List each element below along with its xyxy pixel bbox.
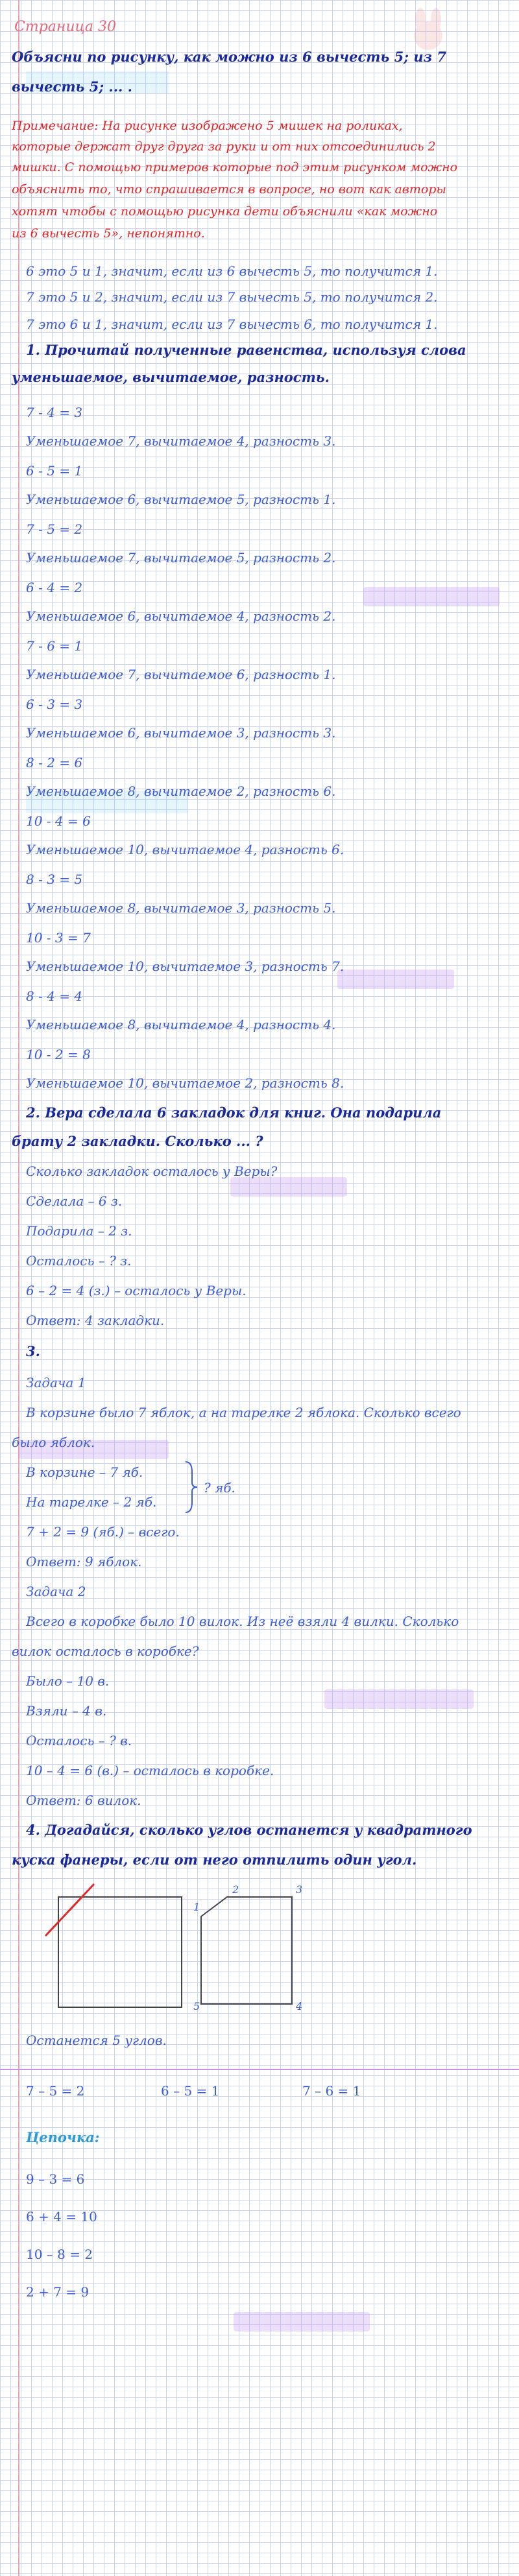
- task-heading: 1. Прочитай полученные равенства, используя слова: [26, 342, 466, 358]
- answer-line: Ответ: 4 закладки.: [26, 1313, 165, 1328]
- equation-reading: Уменьшаемое 10, вычитаемое 4, разность 6.: [26, 842, 344, 857]
- section-divider: [0, 2069, 519, 2070]
- question-line: Объясни по рисунку, как можно из 6 вычесть 5; из 7: [12, 49, 446, 65]
- answer-line: Ответ: 9 яблок.: [26, 1554, 142, 1569]
- equation: 6 - 3 = 3: [26, 697, 83, 712]
- equation-reading: Уменьшаемое 6, вычитаемое 4, разность 2.: [26, 608, 336, 624]
- watermark-bar: [363, 587, 500, 606]
- note-line: из 6 вычесть 5», непонятно.: [12, 226, 205, 241]
- task-heading: куска фанеры, если от него отпилить один угол.: [12, 1852, 417, 1868]
- solution-line: 7 + 2 = 9 (яб.) – всего.: [26, 1524, 180, 1540]
- total-label: ? яб.: [204, 1480, 235, 1496]
- page-title: Страница 30: [14, 19, 117, 35]
- task-heading: 2. Вера сделала 6 закладок для книг. Она подарила: [26, 1104, 442, 1121]
- problem-text: Всего в коробке было 10 вилок. Из неё взяли 4 вилки. Сколько: [26, 1614, 459, 1629]
- note-line: хотят чтобы с помощью рисунка дети объяснили «как можно: [12, 204, 438, 219]
- condition-line: Подарила – 2 з.: [26, 1223, 132, 1239]
- equation: 6 - 5 = 1: [26, 463, 83, 479]
- equation: 10 - 4 = 6: [26, 813, 91, 829]
- equation: 8 - 4 = 4: [26, 988, 83, 1004]
- equation-reading: Уменьшаемое 8, вычитаемое 4, разность 4.: [26, 1017, 336, 1032]
- condition-line: Осталось – ? в.: [26, 1733, 132, 1748]
- corner-label: 5: [193, 2000, 200, 2012]
- problem-title: Задача 1: [26, 1375, 86, 1390]
- task-heading: 3.: [26, 1343, 40, 1359]
- watermark-bar: [324, 1689, 474, 1709]
- equation-reading: Уменьшаемое 10, вычитаемое 3, разность 7.: [26, 959, 344, 974]
- equation: 7 – 6 = 1: [302, 2083, 361, 2099]
- problem-title: Задача 2: [26, 1584, 86, 1599]
- chain-equation: 10 – 8 = 2: [26, 2247, 93, 2262]
- note-line: Примечание: На рисунке изображено 5 мишек на роликах,: [12, 119, 403, 133]
- plywood-figure: [39, 1881, 402, 2010]
- condition-line: Сделала – 6 з.: [26, 1193, 123, 1209]
- equation: 6 – 5 = 1: [161, 2083, 220, 2099]
- equation: 7 - 4 = 3: [26, 405, 83, 420]
- explanation-line: 7 это 6 и 1, значит, если из 7 вычесть 6, то получится 1.: [26, 316, 438, 332]
- problem-text: вилок осталось в коробке?: [12, 1643, 199, 1659]
- question-line: Сколько закладок осталось у Веры?: [26, 1163, 278, 1179]
- corner-label: 4: [296, 2000, 303, 2012]
- explanation-line: 6 это 5 и 1, значит, если из 6 вычесть 5, то получится 1.: [26, 263, 438, 279]
- explanation-line: 7 это 5 и 2, значит, если из 7 вычесть 5, то получится 2.: [26, 289, 438, 305]
- condition-line: Взяли – 4 в.: [26, 1703, 107, 1719]
- equation: 10 - 3 = 7: [26, 930, 91, 946]
- equation-reading: Уменьшаемое 8, вычитаемое 3, разность 5.: [26, 900, 336, 916]
- equation: 7 - 6 = 1: [26, 638, 83, 654]
- condition-line: На тарелке – 2 яб.: [26, 1494, 157, 1510]
- equation: 7 - 5 = 2: [26, 521, 83, 537]
- task-heading: уменьшаемое, вычитаемое, разность.: [12, 369, 330, 385]
- chain-title: Цепочка:: [26, 2129, 100, 2145]
- equation-reading: Уменьшаемое 7, вычитаемое 4, разность 3.: [26, 433, 336, 449]
- equation-reading: Уменьшаемое 6, вычитаемое 5, разность 1.: [26, 492, 336, 507]
- note-line: мишки. С помощью примеров которые под этим рисунком можно: [12, 160, 458, 174]
- note-line: объяснить то, что спрашивается в вопросе, но вот как авторы: [12, 182, 446, 197]
- equation: 7 – 5 = 2: [26, 2083, 85, 2099]
- note-line: которые держат друг друга за руки и от них отсоединились 2: [12, 139, 436, 154]
- equation: 6 - 4 = 2: [26, 580, 83, 595]
- corner-label: 3: [296, 1883, 303, 1896]
- equation-reading: Уменьшаемое 7, вычитаемое 5, разность 2.: [26, 550, 336, 566]
- equation: 8 - 2 = 6: [26, 755, 83, 770]
- condition-line: Осталось – ? з.: [26, 1253, 132, 1269]
- equation-reading: Уменьшаемое 10, вычитаемое 2, разность 8.: [26, 1075, 344, 1091]
- chain-equation: 6 + 4 = 10: [26, 2209, 97, 2224]
- watermark-bar: [234, 2312, 370, 2332]
- chain-equation: 9 – 3 = 6: [26, 2171, 85, 2187]
- equation: 10 - 2 = 8: [26, 1047, 91, 1062]
- solution-line: 10 – 4 = 6 (в.) – осталось в коробке.: [26, 1763, 274, 1778]
- chain-equation: 2 + 7 = 9: [26, 2284, 90, 2300]
- equation: 8 - 3 = 5: [26, 872, 83, 887]
- problem-text: В корзине было 7 яблок, а на тарелке 2 яблока. Сколько всего: [26, 1405, 461, 1420]
- task-heading: брату 2 закладки. Сколько ... ?: [12, 1133, 263, 1149]
- watermark-bar: [337, 970, 454, 989]
- corner-label: 1: [193, 1901, 200, 1913]
- equation-reading: Уменьшаемое 7, вычитаемое 6, разность 1.: [26, 667, 336, 682]
- condition-line: В корзине – 7 яб.: [26, 1464, 143, 1480]
- equation-reading: Уменьшаемое 6, вычитаемое 3, разность 3.: [26, 725, 336, 741]
- answer-line: Останется 5 углов.: [26, 2033, 167, 2048]
- problem-text: было яблок.: [12, 1435, 95, 1450]
- question-line: вычесть 5; ... .: [12, 78, 132, 95]
- condition-line: Было – 10 в.: [26, 1673, 110, 1689]
- bunny-logo-icon: [402, 6, 454, 52]
- corner-label: 2: [232, 1883, 239, 1896]
- brace-icon: [184, 1459, 200, 1515]
- answer-line: Ответ: 6 вилок.: [26, 1793, 141, 1808]
- equation-reading: Уменьшаемое 8, вычитаемое 2, разность 6.: [26, 783, 336, 799]
- task-heading: 4. Догадайся, сколько углов останется у квадратного: [26, 1822, 472, 1838]
- solution-line: 6 – 2 = 4 (з.) – осталось у Веры.: [26, 1283, 247, 1298]
